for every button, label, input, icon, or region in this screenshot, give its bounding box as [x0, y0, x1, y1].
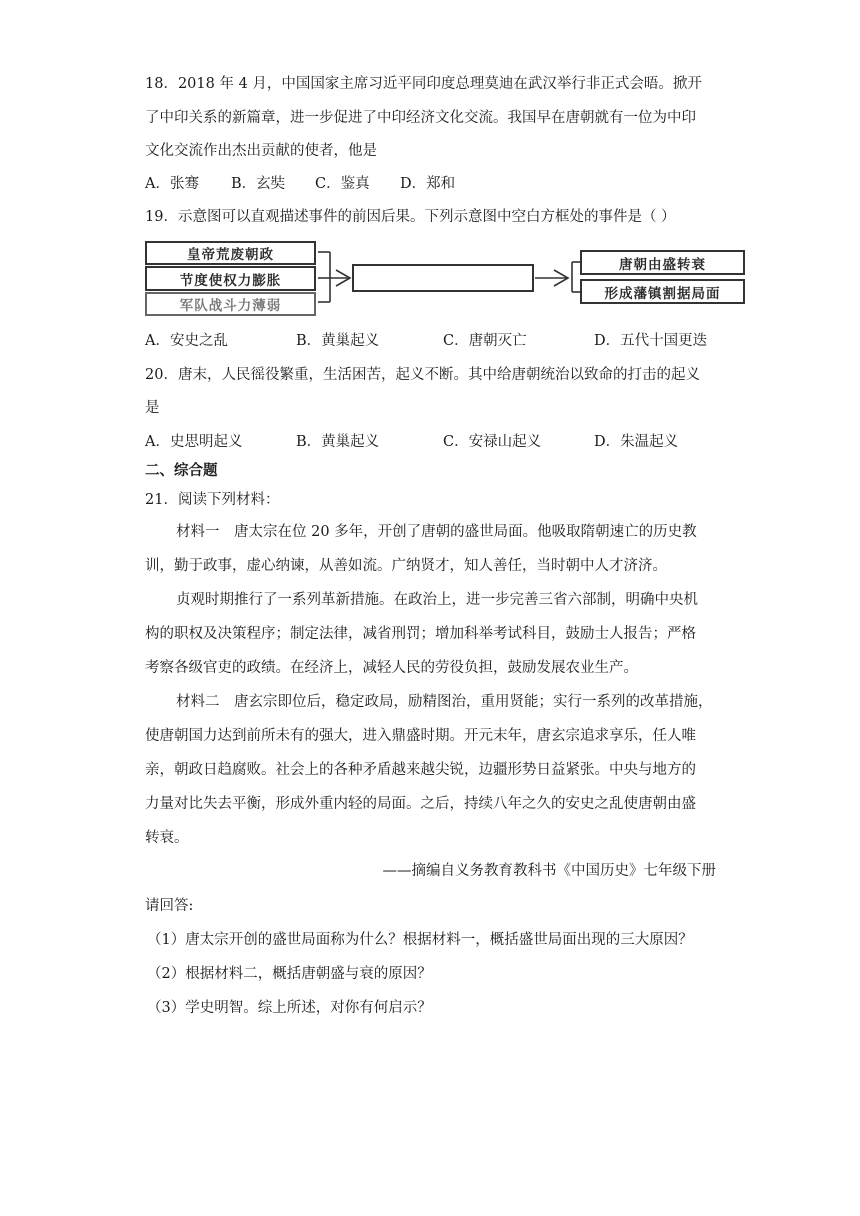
- cause-box-1: 皇帝荒废朝政: [145, 241, 316, 265]
- q18-stem-line-1: 18．2018 年 4 月，中国国家主席习近平同印度总理莫迪在武汉举行非正式会晤。掀开: [145, 76, 702, 92]
- material1-line-5: 考察各级官吏的政绩。在经济上，减轻人民的劳役负担，鼓励发展农业生产。: [145, 660, 638, 676]
- q20-option-b: B．黄巢起义: [296, 434, 380, 450]
- q20-option-c: C．安禄山起义: [443, 434, 542, 450]
- cause-box-3: 军队战斗力薄弱: [145, 292, 316, 316]
- section-title: 二、综合题: [145, 463, 218, 479]
- material2-line-2: 使唐朝国力达到前所未有的强大，进入鼎盛时期。开元末年，唐玄宗追求享乐，任人唯: [145, 728, 696, 744]
- material1-line-2: 训，勤于政事，虚心纳谏，从善如流。广纳贤才，知人善任，当时朝中人才济济。: [145, 558, 667, 574]
- q20-option-d: D．朱温起义: [594, 434, 679, 450]
- q19-option-c: C．唐朝灭亡: [443, 333, 527, 349]
- sub-question-1: （1）唐太宗开创的盛世局面称为什么？根据材料一，概括盛世局面出现的三大原因？: [147, 932, 693, 948]
- material2-line-3: 亲，朝政日趋腐败。社会上的各种矛盾越来越尖锐，边疆形势日益紧张。中央与地方的: [145, 762, 696, 778]
- material1-line-3: 贞观时期推行了一系列革新措施。在政治上，进一步完善三省六部制，明确中央机: [176, 592, 698, 608]
- effect-box-2: 形成藩镇割据局面: [580, 279, 745, 304]
- q20-stem-line-2: 是: [145, 400, 160, 416]
- material2-line-4: 力量对比失去平衡，形成外重内轻的局面。之后，持续八年之久的安史之乱使唐朝由盛: [145, 796, 696, 812]
- sub-question-2: （2）根据材料二，概括唐朝盛与衰的原因？: [147, 966, 432, 982]
- q19-option-d: D．五代十国更迭: [594, 333, 708, 349]
- q20-option-a: A．史思明起义: [145, 434, 243, 450]
- q18-option-a: A．张骞: [145, 176, 199, 192]
- effect-box-1: 唐朝由盛转衰: [580, 250, 745, 275]
- q18-option-b: B．玄奘: [231, 176, 286, 192]
- material1-line-4: 构的职权及决策程序；制定法律，减省刑罚；增加科举考试科目，鼓励士人报告；严格: [145, 626, 696, 642]
- sub-question-3: （3）学史明智。综上所述，对你有何启示？: [147, 1000, 432, 1016]
- q18-option-c: C．鉴真: [315, 176, 370, 192]
- blank-event-box: [352, 264, 534, 292]
- q21-intro: 21．阅读下列材料：: [145, 492, 280, 508]
- q19-stem-line-1: 19．示意图可以直观描述事件的前因后果。下列示意图中空白方框处的事件是（ ）: [145, 209, 676, 225]
- material-source: ——摘编自义务教育教科书《中国历史》七年级下册: [382, 863, 716, 879]
- q20-stem-line-1: 20．唐末，人民徭役繁重，生活困苦，起义不断。其中给唐朝统治以致命的打击的起义: [145, 367, 700, 383]
- q19-option-b: B．黄巢起义: [296, 333, 380, 349]
- answer-prompt: 请回答:: [145, 898, 194, 914]
- material2-line-1: 材料二 唐玄宗即位后，稳定政局，励精图治，重用贤能；实行一系列的改革措施，: [176, 694, 713, 710]
- q19-option-a: A．安史之乱: [145, 333, 228, 349]
- q18-stem-line-2: 了中印关系的新篇章，进一步促进了中印经济文化交流。我国早在唐朝就有一位为中印: [145, 110, 696, 126]
- cause-box-2: 节度使权力膨胀: [145, 266, 316, 291]
- material2-line-5: 转衰。: [145, 830, 189, 846]
- material1-line-1: 材料一 唐太宗在位 20 多年，开创了唐朝的盛世局面。他吸取隋朝速亡的历史教: [176, 524, 697, 540]
- q18-stem-line-3: 文化交流作出杰出贡献的使者，他是: [145, 143, 377, 159]
- q18-option-d: D．郑和: [400, 176, 456, 192]
